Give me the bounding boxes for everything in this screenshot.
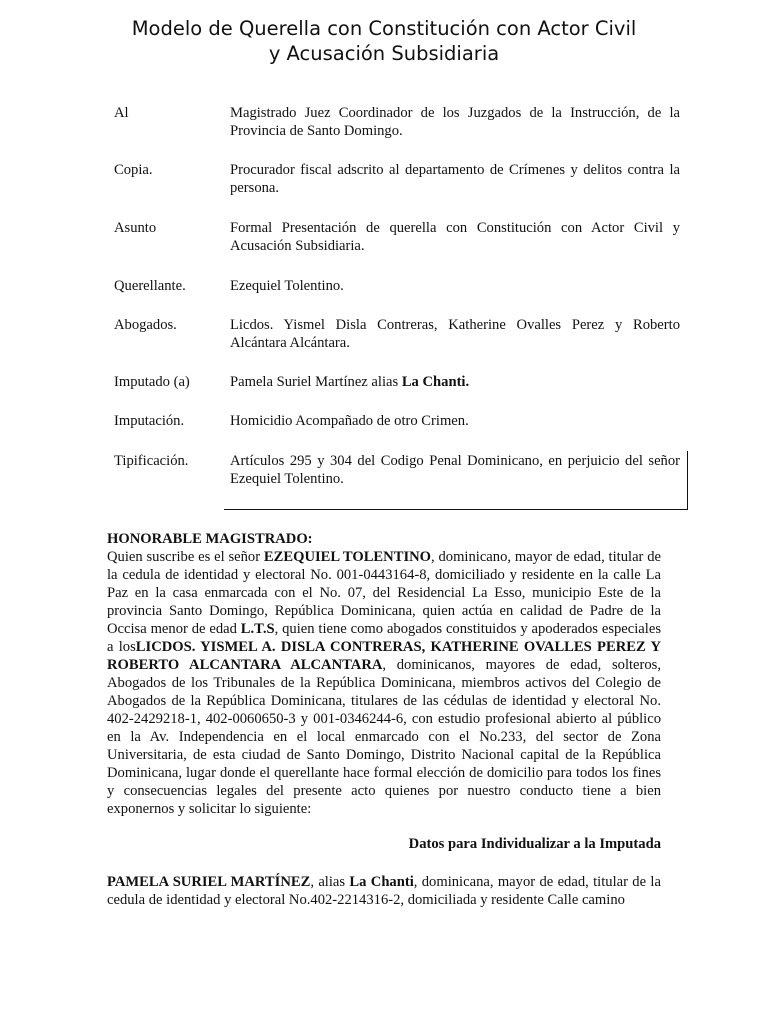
header-value [230, 373, 680, 391]
text-run: , alias [310, 874, 350, 890]
header-value: Homicidio Acompañado de otro Crimen. [230, 413, 469, 429]
table-border-bottom [224, 509, 688, 510]
header-label: Querellante. [114, 278, 186, 294]
text-run: , dominicanos, mayores de edad, solteros, Abogados de los Tribunales de la República Dominicana, miembros activos del Colegio de Abogados de la República Dominicana, titulares de las cédulas de identidad y electoral No. 402-2429218-1, 402-0060650-3 y 001-0346244-6, con estudio profesional abierto al público en la Av. Independencia en el local enmarcado con el No.233, del sector de Zona Universitaria, de esta ciudad de Santo Domingo, Distrito Nacional capital de la República Dominicana, lugar donde el querellante hace formal elección de domicilio para todos los fines y consecuencias legales del presente acto quienes por nuestro conducto tiene a bien exponernos y solicitar lo siguiente: [107, 657, 662, 817]
table-border-right [687, 451, 688, 510]
header-value: Formal Presentación de querella con Constitución con Actor Civil y Acusación Subsidiaria. [230, 220, 680, 254]
header-label: Asunto [114, 220, 157, 236]
header-value: Licdos. Yismel Disla Contreras, Katherine Ovalles Perez y Roberto Alcántara Alcántara. [230, 317, 680, 351]
header-value: Procurador fiscal adscrito al departamento de Crímenes y delitos contra la persona. [230, 162, 680, 196]
text-run: Quien suscribe es el señor [107, 549, 264, 565]
text-run: , dominicano, mayor de edad, titular de la cedula de identidad y electoral No. 001-0443164-8, domiciliado y residente en la calle La Paz en la casa enmarcada con el No. 07, del Residencial La Esso, municipio Este de la provincia Santo Domingo, República Dominicana, quien actúa en calidad de Padre de la Occisa menor de edad [107, 549, 662, 637]
text-run: , dominicana, mayor de edad, titular de la cedula de identidad y electoral No.402-2214316-2, domiciliada y residente Calle camino [107, 874, 661, 908]
accused-alias: La Chanti [349, 874, 414, 890]
plaintiff-name: EZEQUIEL TOLENTINO [263, 549, 432, 565]
section-heading: Datos para Individualizar a la Imputada [408, 836, 661, 852]
salutation: HONORABLE MAGISTRADO: [107, 531, 313, 547]
imputado-name: Pamela Suriel Martínez alias [230, 374, 402, 390]
header-label: Abogados. [114, 317, 177, 333]
header-value: Magistrado Juez Coordinador de los Juzgados de la Instrucción, de la Provincia de Santo Domingo. [230, 105, 680, 139]
header-label: Al [114, 105, 129, 121]
lawyers-names: LICDOS. YISMEL A. DISLA CONTRERAS, KATHERINE OVALLES PEREZ Y ROBERTO ALCANTARA ALCANTARA [107, 639, 661, 673]
document-title [0, 16, 768, 66]
header-label: Tipificación. [114, 453, 189, 469]
header-label: Copia. [114, 162, 153, 178]
text-run: , quien tiene como abogados constituidos y apoderados especiales a los [107, 621, 661, 655]
title-line-2: y Acusación Subsidiaria [268, 42, 500, 65]
imputado-alias: La Chanti. [401, 374, 470, 390]
header-value: Ezequiel Tolentino. [230, 278, 344, 294]
title-line-1: Modelo de Querella con Constitución con Actor Civil [131, 17, 637, 40]
body-paragraph-2 [107, 873, 661, 909]
accused-name: PAMELA SURIEL MARTÍNEZ [107, 874, 311, 890]
header-label: Imputación. [114, 413, 185, 429]
victim-initials: L.T.S [240, 621, 275, 637]
header-value: Artículos 295 y 304 del Codigo Penal Dominicano, en perjuicio del señor Ezequiel Tolentino. [230, 453, 680, 487]
body-paragraph-1 [107, 530, 661, 818]
header-label: Imputado (a) [114, 374, 190, 390]
